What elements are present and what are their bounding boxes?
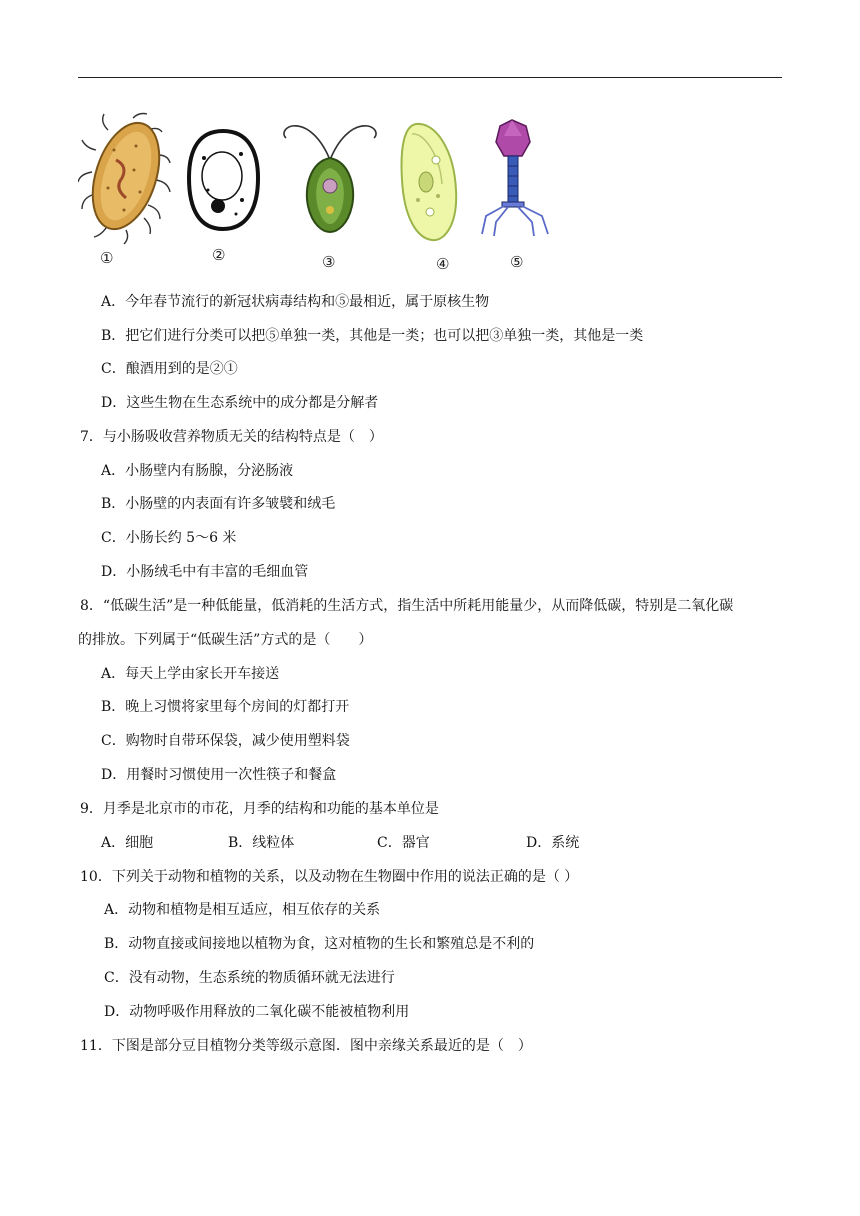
bacteriophage-icon — [478, 118, 558, 238]
figure-label-5: ⑤ — [510, 253, 524, 271]
figure-label-4: ④ — [436, 255, 450, 273]
paramecium-icon — [396, 120, 461, 245]
q9-options — [101, 833, 701, 853]
q9-option-c: C．器官 — [377, 835, 430, 851]
q8-option-d: D．用餐时习惯使用一次性筷子和餐盒 — [101, 767, 337, 783]
q10-option-a: A．动物和植物是相互适应，相互依存的关系 — [104, 902, 381, 918]
q7-option-c: C．小肠长约 5～6 米 — [101, 530, 237, 546]
q9-option-a: A．细胞 — [101, 835, 154, 851]
q6-option-c: C．酿酒用到的是②① — [101, 361, 238, 377]
organisms-figure — [78, 110, 578, 280]
q10-option-d: D．动物呼吸作用释放的二氧化碳不能被植物利用 — [104, 1004, 410, 1020]
q8-option-a: A．每天上学由家长开车接送 — [101, 666, 280, 682]
q9-option-d: D．系统 — [526, 835, 580, 851]
figure-label-3: ③ — [322, 253, 336, 271]
q8-option-c: C．购物时自带环保袋，减少使用塑料袋 — [101, 733, 350, 749]
q6-option-a: A．今年春节流行的新冠状病毒结构和⑤最相近，属于原核生物 — [101, 294, 490, 310]
q7-stem: 7．与小肠吸收营养物质无关的结构特点是（ ） — [80, 429, 383, 445]
q10-option-b: B．动物直接或间接地以植物为食，这对植物的生长和繁殖总是不利的 — [104, 936, 535, 952]
q9-option-b: B．线粒体 — [228, 835, 295, 851]
chlamydomonas-icon — [278, 120, 383, 235]
q6-option-b: B．把它们进行分类可以把⑤单独一类，其他是一类；也可以把③单独一类，其他是一类 — [101, 328, 644, 344]
header-rule — [78, 77, 782, 78]
q10-stem: 10．下列关于动物和植物的关系，以及动物在生物圈中作用的说法正确的是（ ） — [80, 869, 579, 885]
figure-label-2: ② — [212, 246, 226, 264]
q8-stem-line2: 的排放。下列属于“低碳生活”方式的是（ ） — [78, 632, 373, 648]
q11-stem: 11．下图是部分豆目植物分类等级示意图．图中亲缘关系最近的是（ ） — [80, 1038, 532, 1054]
q7-option-a: A．小肠壁内有肠腺，分泌肠液 — [101, 463, 294, 479]
q7-option-d: D．小肠绒毛中有丰富的毛细血管 — [101, 564, 309, 580]
q10-option-c: C．没有动物，生态系统的物质循环就无法进行 — [104, 970, 395, 986]
q8-option-b: B．晚上习惯将家里每个房间的灯都打开 — [101, 699, 350, 715]
q8-stem-line1: 8．“低碳生活”是一种低能量，低消耗的生活方式，指生活中所耗用能量少，从而降低碳，特别是二氧化碳 — [80, 598, 734, 614]
q6-option-d: D．这些生物在生态系统中的成分都是分解者 — [101, 395, 379, 411]
figure-label-1: ① — [100, 249, 114, 267]
q9-stem: 9．月季是北京市的市花，月季的结构和功能的基本单位是 — [80, 801, 439, 817]
q7-option-b: B．小肠壁的内表面有许多皱襞和绒毛 — [101, 496, 336, 512]
bacterium-icon — [78, 110, 173, 245]
yeast-cell-icon — [186, 128, 261, 233]
